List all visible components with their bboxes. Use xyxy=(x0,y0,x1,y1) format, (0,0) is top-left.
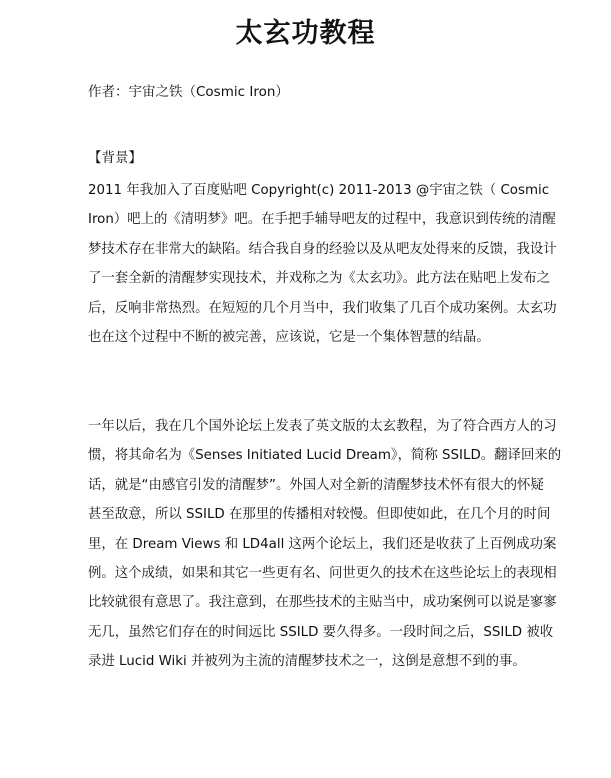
paragraph-line: 2011 年我加入了百度贴吧 Copyright(c) 2011-2013 @宇宙之铁（ Cosmic xyxy=(88,183,550,198)
paragraph-background-2 xyxy=(88,412,562,677)
paragraph-line: 例。这个成绩，如果和其它一些更有名、问世更久的技术在这些论坛上的表现相 xyxy=(88,565,557,581)
paragraph-line: 惯，将其命名为《Senses Initiated Lucid Dream》，简称 SSILD。翻译回来的 xyxy=(88,448,562,464)
paragraph-background-1 xyxy=(88,176,557,352)
section-heading-background: 【背景】 xyxy=(88,150,142,166)
paragraph-line: 录进 Lucid Wiki 并被列为主流的清醒梦技术之一，这倒是意想不到的事。 xyxy=(88,654,526,670)
paragraph-line: 了一套全新的清醒梦实现技术，并戏称之为《太玄功》。此方法在贴吧上发布之 xyxy=(88,271,550,287)
paragraph-line: 也在这个过程中不断的被完善，应该说，它是一个集体智慧的结晶。 xyxy=(88,329,490,345)
paragraph-line: 比较就很有意思了。我注意到，在那些技术的主贴当中，成功案例可以说是寥寥 xyxy=(88,595,557,611)
paragraph-line: 里，在 Dream Views 和 LD4all 这两个论坛上，我们还是收获了上百例成功案 xyxy=(88,536,557,552)
document-title: 太玄功教程 xyxy=(235,18,376,49)
paragraph-line: 话，就是“由感官引发的清醒梦”。外国人对全新的清醒梦技术怀有很大的怀疑 xyxy=(88,477,544,493)
paragraph-line: 后，反响非常热烈。在短短的几个月当中，我们收集了几百个成功案例。太玄功 xyxy=(88,300,557,316)
paragraph-line: 甚至敌意，所以 SSILD 在那里的传播相对较慢。但即使如此，在几个月的时间 xyxy=(88,507,551,523)
paragraph-line: Iron）吧上的《清明梦》吧。在手把手辅导吧友的过程中，我意识到传统的清醒 xyxy=(88,212,556,228)
author-line: 作者：宇宙之铁（Cosmic Iron） xyxy=(88,84,289,100)
paragraph-line: 一年以后，我在几个国外论坛上发表了英文版的太玄教程，为了符合西方人的习 xyxy=(88,419,557,434)
paragraph-line: 梦技术存在非常大的缺陷。结合我自身的经验以及从吧友处得来的反馈，我设计 xyxy=(88,241,557,257)
paragraph-line: 无几，虽然它们存在的时间远比 SSILD 要久得多。一段时间之后，SSILD 被收 xyxy=(88,624,554,640)
